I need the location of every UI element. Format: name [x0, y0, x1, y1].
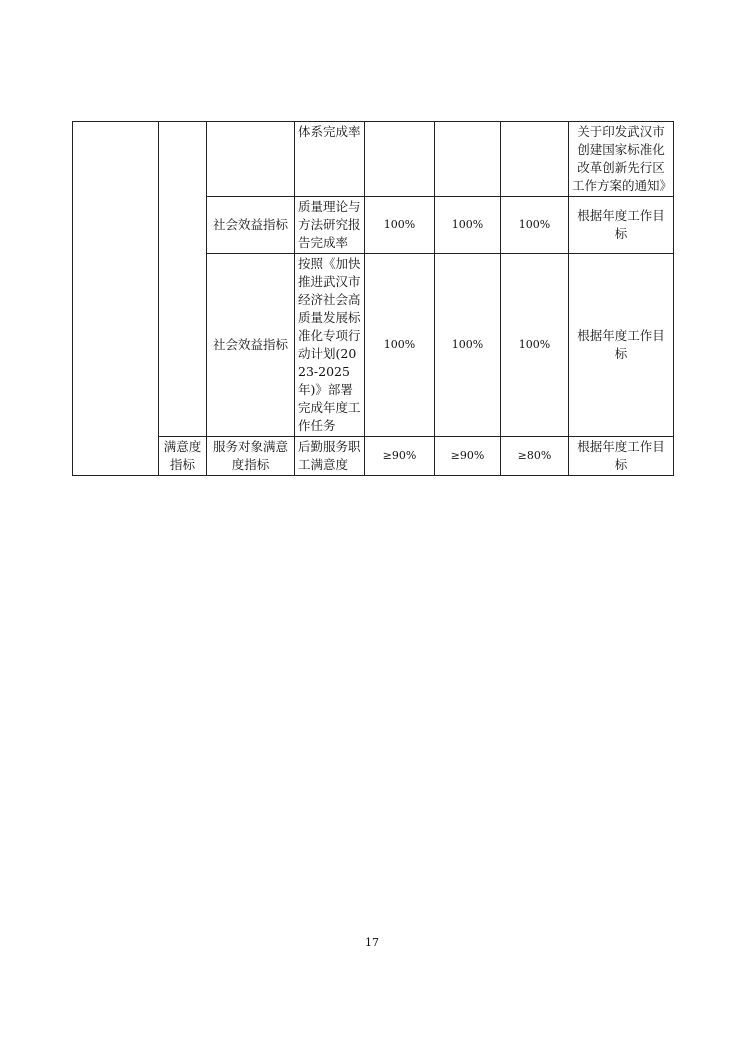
value-cell: [365, 122, 435, 197]
performance-indicator-table: [72, 121, 674, 476]
value-cell: 100%: [501, 254, 569, 437]
table-row: [73, 122, 674, 197]
value-cell: 100%: [365, 197, 435, 254]
value-cell: [501, 122, 569, 197]
level3-cell: 社会效益指标: [207, 254, 295, 437]
value-cell: ≥90%: [365, 437, 435, 476]
basis-cell: 根据年度工作目标: [569, 254, 674, 437]
basis-cell: 关于印发武汉市创建国家标准化改革创新先行区工作方案的通知》: [569, 122, 674, 197]
value-cell: [435, 122, 501, 197]
indicator-cell: 体系完成率: [295, 122, 365, 197]
value-cell: ≥90%: [435, 437, 501, 476]
level3-cell: 服务对象满意度指标: [207, 437, 295, 476]
table-row: [73, 437, 674, 476]
value-cell: 100%: [501, 197, 569, 254]
level3-cell: [207, 122, 295, 197]
value-cell: ≥80%: [501, 437, 569, 476]
value-cell: 100%: [435, 254, 501, 437]
basis-cell: 根据年度工作目标: [569, 197, 674, 254]
value-cell: 100%: [365, 254, 435, 437]
level1-cell: [73, 122, 159, 476]
page-number: 17: [365, 936, 379, 949]
indicator-cell: 后勤服务职工满意度: [295, 437, 365, 476]
indicator-cell: 质量理论与方法研究报告完成率: [295, 197, 365, 254]
level2-cell: [159, 122, 207, 437]
value-cell: 100%: [435, 197, 501, 254]
basis-cell: 根据年度工作目标: [569, 437, 674, 476]
indicator-cell: 按照《加快推进武汉市经济社会高质量发展标准化专项行动计划(2023-2025年)》部署完成年度工作任务: [295, 254, 365, 437]
level3-cell: 社会效益指标: [207, 197, 295, 254]
level2-cell: 满意度指标: [159, 437, 207, 476]
